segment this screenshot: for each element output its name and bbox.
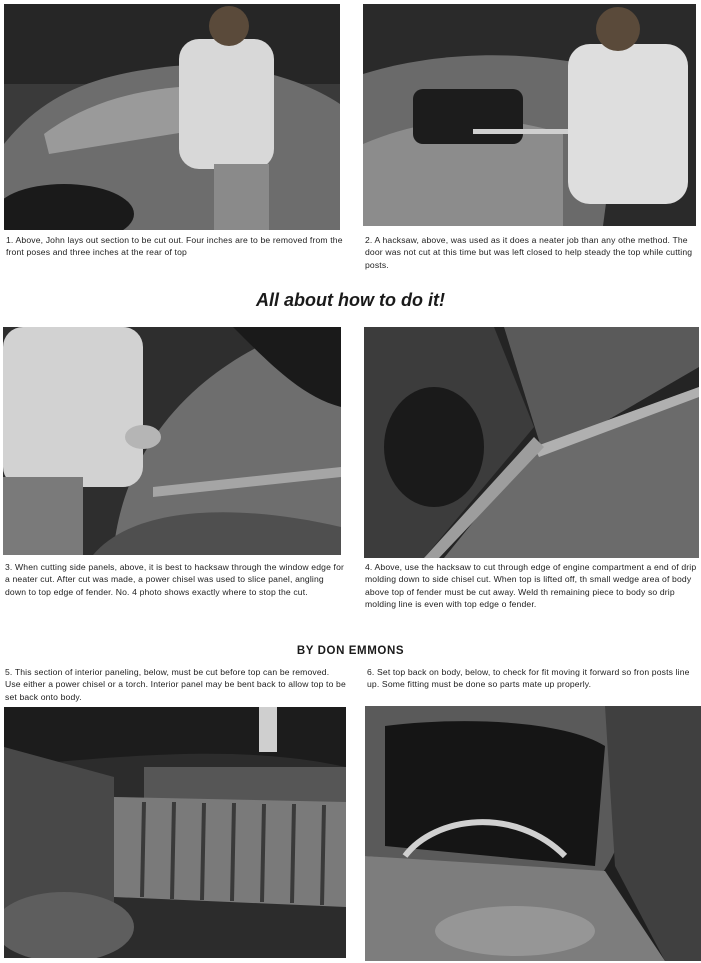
caption-6: 6. Set top back on body, below, to check for fit moving it forward so fron posts line up. Some fitting must be done so parts mate up properly. — [367, 667, 690, 690]
caption-2: 2. A hacksaw, above, was used as it does a neater job than any othe method. The door was not cut at this time but was left closed to help steady the top while cutting posts. — [365, 235, 693, 270]
photo-5-interior-paneling — [4, 707, 346, 958]
photo-6-top-fit-check — [365, 706, 701, 961]
caption-5: 5. This section of interior paneling, below, must be cut before top can be removed. Use either a power chisel or a torch. Interior panel may be bent back to allow top to be set back onto body. — [5, 667, 346, 702]
photo-1-laying-out-cut — [4, 4, 340, 230]
photo-2-hacksaw-posts — [363, 4, 696, 226]
caption-4: 4. Above, use the hacksaw to cut through edge of engine compartment a end of drip molding down to side chisel cut. When top is lifted off, th small wedge area of body above top of fender must be cut away. Weld th remaining piece to body so drip molding line is even with top edge o fender. — [365, 562, 697, 609]
photo-3-cutting-side-panel — [3, 327, 341, 555]
caption-1: 1. Above, John lays out section to be cut out. Four inches are to be removed from the front poses and three inches at the rear of top — [6, 235, 343, 258]
photo-4-drip-molding-cut — [364, 327, 699, 558]
caption-3: 3. When cutting side panels, above, it is best to hacksaw through the window edge for a neater cut. After cut was made, a power chisel was used to slice panel, angling down to top edge of fender. No. 4 photo shows exactly where to stop the cut. — [5, 562, 345, 597]
byline: BY DON EMMONS — [296, 645, 405, 657]
headline: All about how to do it! — [256, 290, 445, 310]
